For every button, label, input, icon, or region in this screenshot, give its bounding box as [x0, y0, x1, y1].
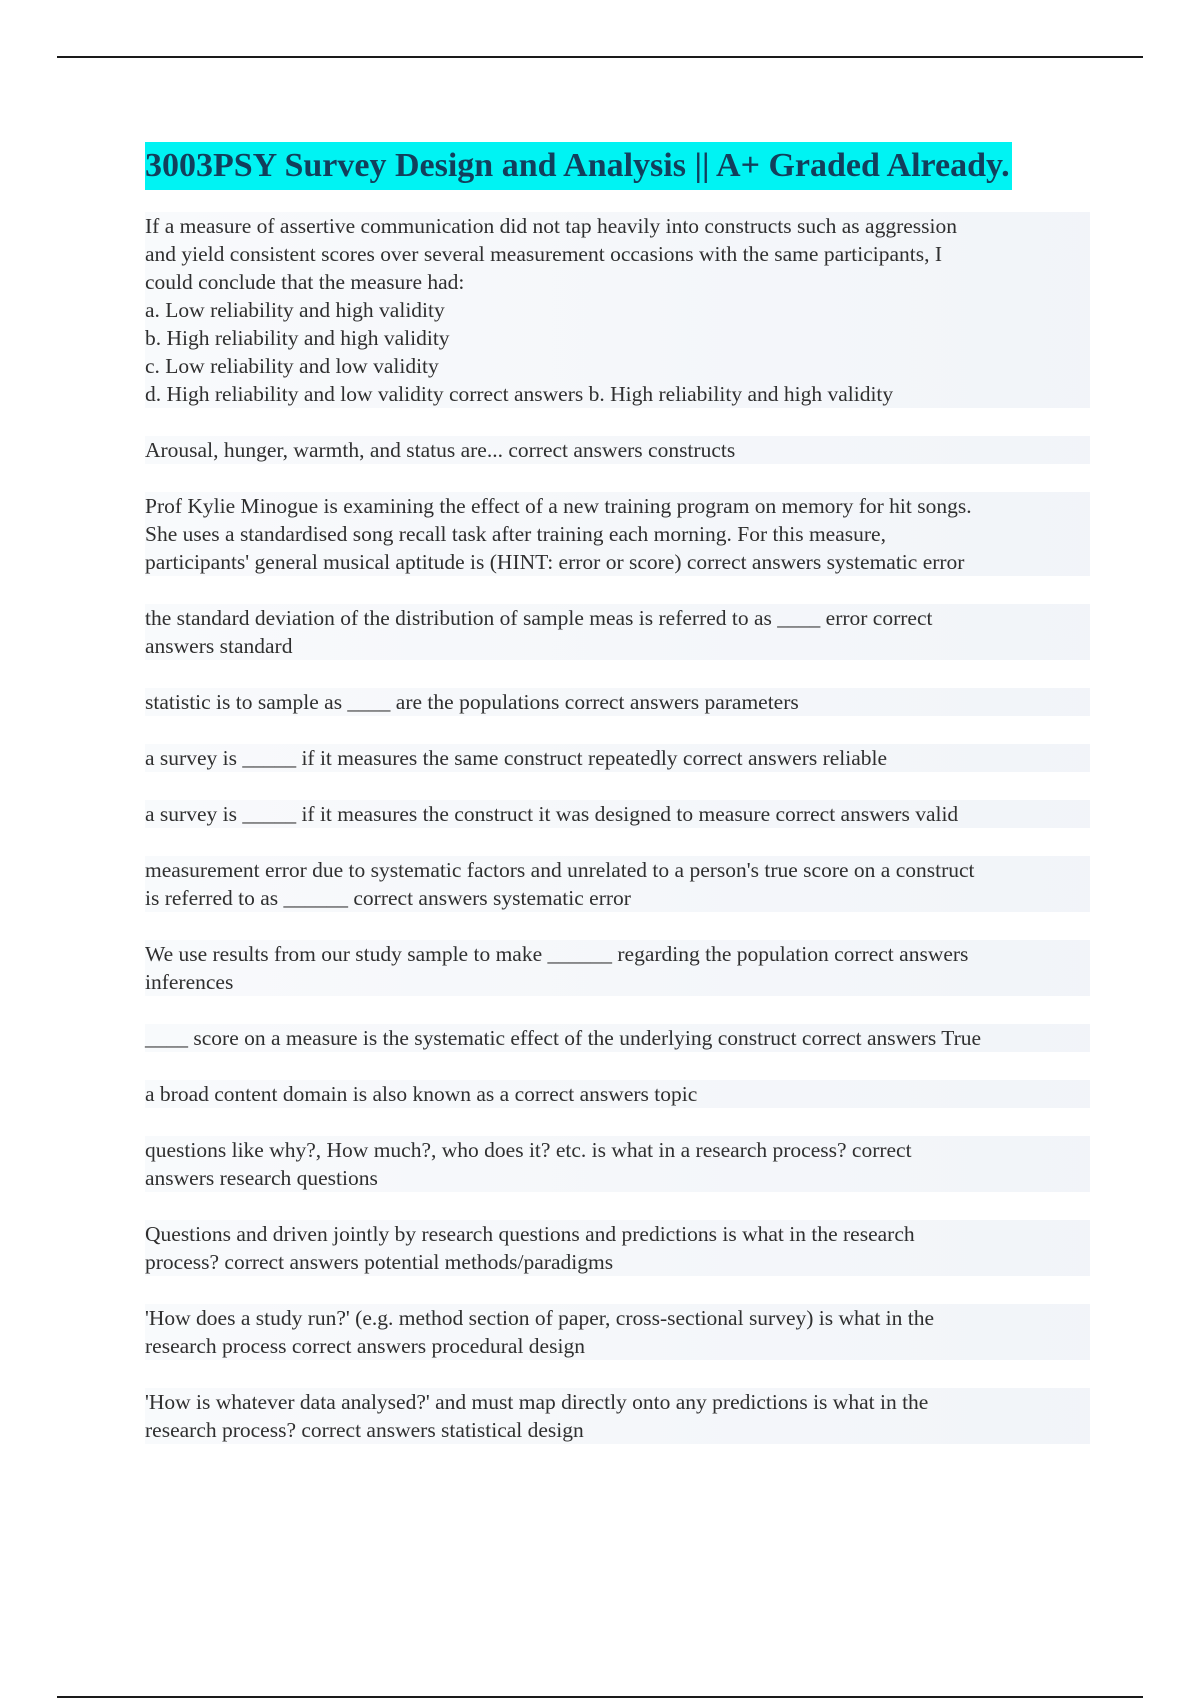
- qa-item: [145, 1304, 1090, 1360]
- qa-text-line: If a measure of assertive communication did not tap heavily into constructs such as aggression: [145, 214, 958, 238]
- qa-text-line: b. High reliability and high validity: [145, 326, 450, 350]
- qa-text-line: participants' general musical aptitude is (HINT: error or score) correct answers systematic error: [145, 550, 965, 574]
- qa-item: [145, 436, 1090, 464]
- qa-text-line: research process correct answers procedural design: [145, 1334, 585, 1358]
- qa-text-line: 'How does a study run?' (e.g. method section of paper, cross-sectional survey) is what in the: [145, 1306, 935, 1330]
- title-block: [145, 142, 1090, 190]
- qa-list: [145, 212, 1090, 1444]
- document-title: 3003PSY Survey Design and Analysis || A+ Graded Already.: [145, 142, 1012, 190]
- qa-text-line: 'How is whatever data analysed?' and must map directly onto any predictions is what in the: [145, 1390, 929, 1414]
- qa-text-line: Prof Kylie Minogue is examining the effect of a new training program on memory for hit songs.: [145, 494, 972, 518]
- qa-text-line: d. High reliability and low validity correct answers b. High reliability and high validity: [145, 382, 894, 406]
- qa-text-line: and yield consistent scores over several measurement occasions with the same participants, I: [145, 242, 943, 266]
- qa-text-line: is referred to as ______ correct answers systematic error: [145, 886, 631, 910]
- qa-item: [145, 940, 1090, 996]
- qa-text-line: a broad content domain is also known as a correct answers topic: [145, 1082, 698, 1106]
- qa-item: [145, 604, 1090, 660]
- qa-text-line: answers standard: [145, 634, 293, 658]
- top-rule: [57, 56, 1143, 58]
- qa-item: [145, 744, 1090, 772]
- document-body: [145, 142, 1090, 1472]
- qa-text-line: Arousal, hunger, warmth, and status are... correct answers constructs: [145, 438, 736, 462]
- qa-text-line: answers research questions: [145, 1166, 378, 1190]
- bottom-rule: [57, 1696, 1143, 1698]
- qa-text-line: inferences: [145, 970, 234, 994]
- qa-item: [145, 1388, 1090, 1444]
- qa-text-line: c. Low reliability and low validity: [145, 354, 439, 378]
- qa-text-line: research process? correct answers statistical design: [145, 1418, 584, 1442]
- qa-item: [145, 856, 1090, 912]
- qa-item: [145, 492, 1090, 576]
- qa-text-line: process? correct answers potential methods/paradigms: [145, 1250, 614, 1274]
- qa-text-line: a survey is _____ if it measures the same construct repeatedly correct answers reliable: [145, 746, 888, 770]
- qa-text-line: ____ score on a measure is the systematic effect of the underlying construct correct answers True: [145, 1026, 982, 1050]
- qa-text-line: a survey is _____ if it measures the construct it was designed to measure correct answers valid: [145, 802, 959, 826]
- qa-item: [145, 1220, 1090, 1276]
- qa-text-line: Questions and driven jointly by research questions and predictions is what in the research: [145, 1222, 915, 1246]
- qa-item: [145, 1024, 1090, 1052]
- qa-item: [145, 212, 1090, 408]
- qa-text-line: could conclude that the measure had:: [145, 270, 465, 294]
- qa-text-line: a. Low reliability and high validity: [145, 298, 445, 322]
- qa-text-line: the standard deviation of the distribution of sample meas is referred to as ____ error correct: [145, 606, 933, 630]
- qa-item: [145, 1136, 1090, 1192]
- qa-text-line: measurement error due to systematic factors and unrelated to a person's true score on a construct: [145, 858, 975, 882]
- qa-text-line: She uses a standardised song recall task after training each morning. For this measure,: [145, 522, 886, 546]
- qa-text-line: We use results from our study sample to make ______ regarding the population correct answers: [145, 942, 969, 966]
- qa-item: [145, 1080, 1090, 1108]
- qa-item: [145, 688, 1090, 716]
- qa-item: [145, 800, 1090, 828]
- qa-text-line: questions like why?, How much?, who does it? etc. is what in a research process? correct: [145, 1138, 912, 1162]
- qa-text-line: statistic is to sample as ____ are the populations correct answers parameters: [145, 690, 799, 714]
